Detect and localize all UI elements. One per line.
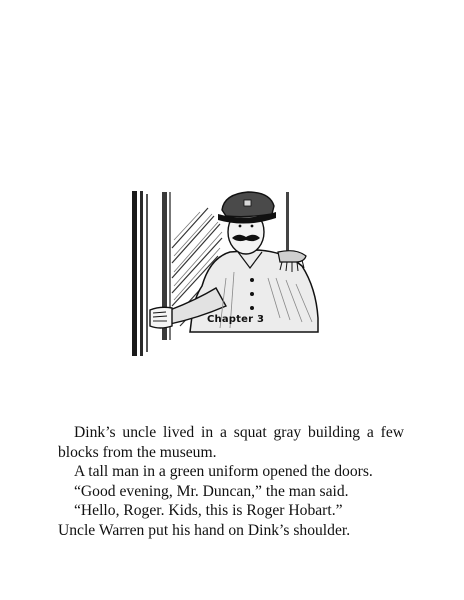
story-paragraph: A tall man in a green uniform opened the doors. <box>74 463 373 480</box>
chapter-illustration <box>130 188 320 358</box>
doorman-illustration-icon <box>130 188 320 358</box>
story-paragraph: “Good evening, Mr. Duncan,” the man said. <box>74 482 349 500</box>
story-paragraph: Dink’s uncle lived in a squat gray building a few blocks from the museum. <box>58 424 404 461</box>
story-paragraph: Uncle Warren put his hand on Dink’s shoulder. <box>58 521 351 539</box>
story-paragraph: “Hello, Roger. Kids, this is Roger Hobart.” <box>74 502 343 519</box>
chapter-title: Chapter 3 <box>207 314 265 325</box>
story-text <box>58 423 404 540</box>
